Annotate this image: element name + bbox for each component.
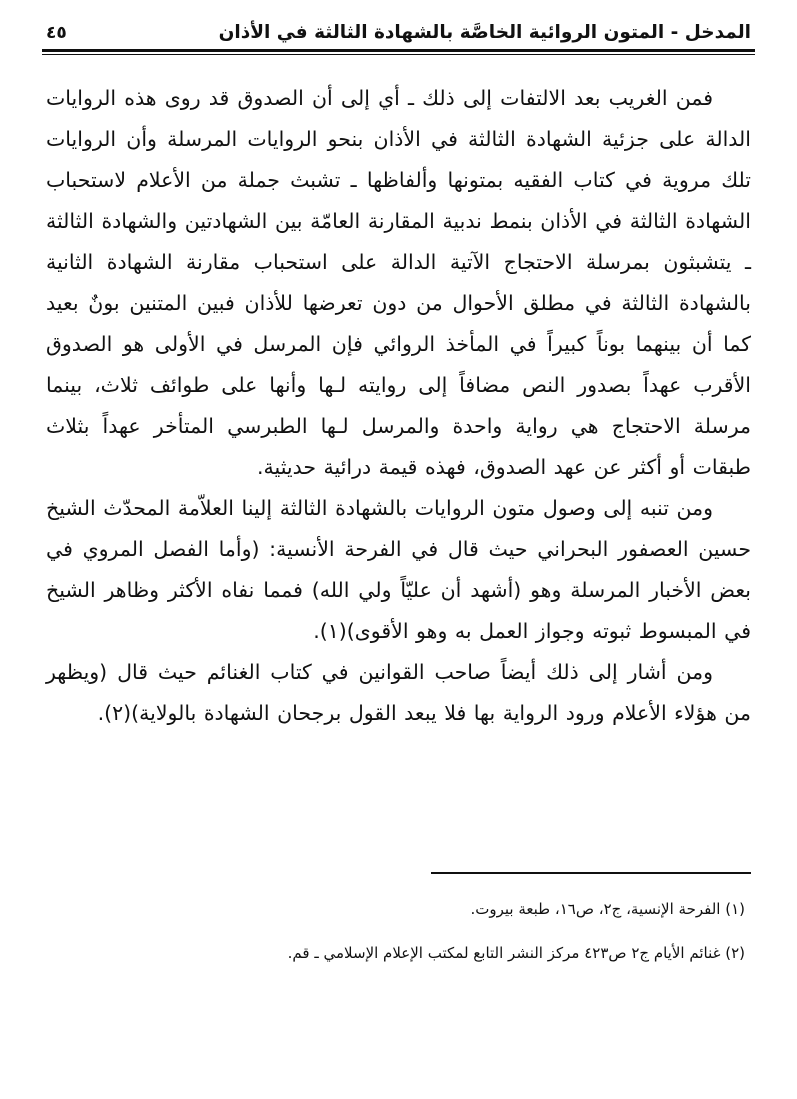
paragraph-3: ومن أشار إلى ذلك أيضاً صاحب القوانين في كتاب الغنائم حيث قال (ويظهر من هؤلاء الأعلام ورود الرواية بها فلا يبعد القول برجحان الشهادة بالولاية)(٢). (46, 660, 751, 725)
page-number: ٤٥ (46, 23, 67, 43)
page-header (42, 22, 755, 55)
paragraph-2: ومن تنبه إلى وصول متون الروايات بالشهادة الثالثة إلينا العلاّمة المحدّث الشيخ حسين العصفور البحراني حيث قال في الفرحة الأنسية: (وأما الفصل المروي في بعض الأخبار المرسلة وهو (أشهد أن عليّاً ولي الله) فمما نفاه الأكثر وظاهر الشيخ في المبسوط ثبوته وجواز العمل به وهو الأقوى)(١). (46, 496, 751, 643)
header-row (42, 22, 755, 49)
body-text (46, 78, 751, 734)
footnote-separator-rule (431, 872, 751, 874)
header-rule (42, 49, 755, 55)
footnotes-section (46, 872, 751, 982)
paragraph-1: فمن الغريب بعد الالتفات إلى ذلك ـ أي إلى أن الصدوق قد روى هذه الروايات الدالة على جزئية الشهادة الثالثة في الأذان بنحو الروايات المرسلة وأن الروايات تلك مروية في كتاب الفقيه بمتونها وألفاظها ـ تشبث جملة من الأعلام لاستحباب الشهادة الثالثة في الأذان بنمط ندبية المقارنة العامّة بين الشهادتين والشهادة الثالثة ـ يتشبثون بمرسلة الاحتجاج الآتية الدالة على استحباب مقارنة الشهادة الثانية بالشهادة الثالثة في مطلق الأحوال من دون تعرضها للأذان فبين المتنين بونٌ بعيد كما أن بينهما بوناً كبيراً في المأخذ الروائي فإن المرسل في الأولى هو الصدوق الأقرب عهداً بصدور النص مضافاً إلى روايته لـها وأنها على طوائف ثلاث، بينما مرسلة الاحتجاج هي رواية واحدة والمرسل لـها الطبرسي المتأخر عهداً بثلاث طبقات أو أكثر عن عهد الصدوق، فهذه قيمة درائية حديثية. (46, 86, 751, 479)
footnote-2: (٢) غنائم الأيام ج٢ ص٤٢٣ مركز النشر التابع لمكتب الإعلام الإسلامي ـ قم. (287, 944, 745, 962)
page-title: المدخل - المتون الروائية الخاصَّة بالشهادة الثالثة في الأذان (218, 22, 751, 43)
footnote-1: (١) الفرحة الإنسية، ج٢، ص١٦، طبعة بيروت. (470, 900, 745, 918)
